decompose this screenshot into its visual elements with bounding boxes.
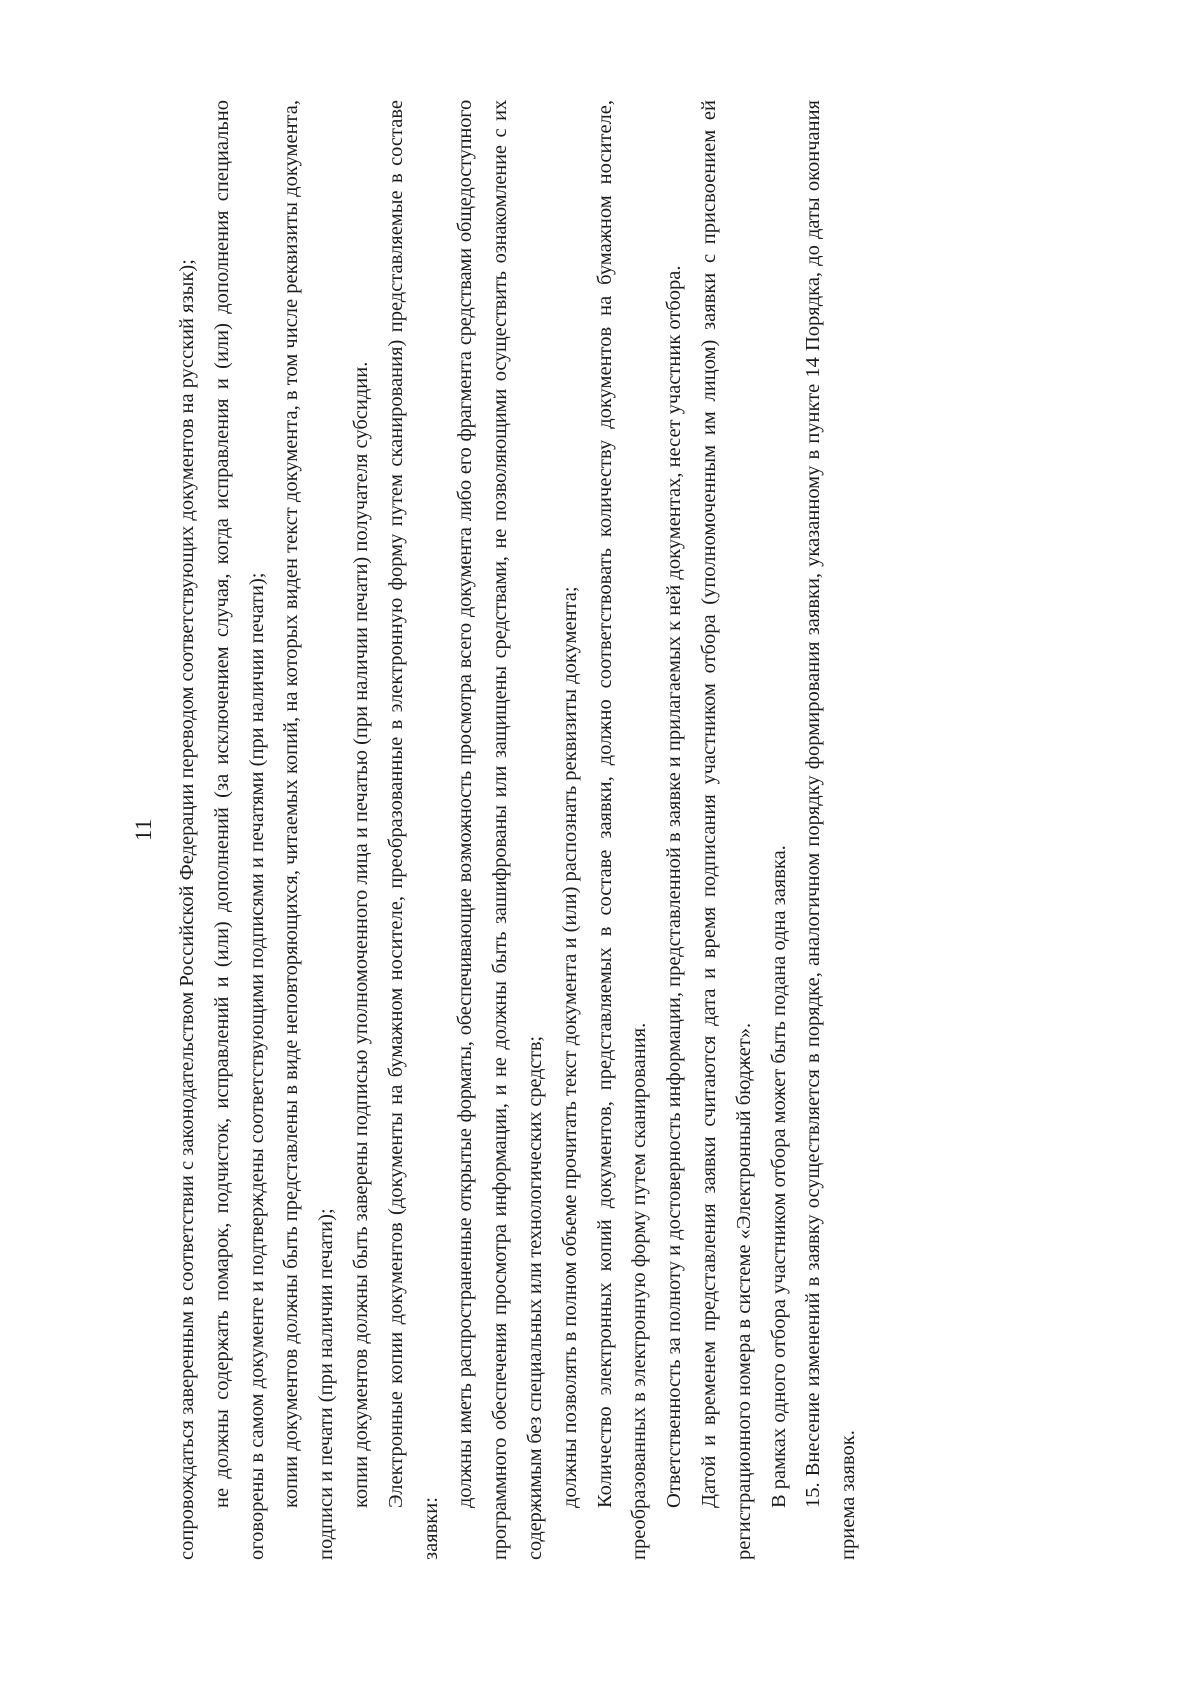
paragraph-submission-date: Датой и временем представления заявки считаются дата и время подписания участником отбора (уполномоченным им лицом) заявки с присвоением ей регистрационного номера в системе «Электронный бюджет».: [697, 100, 755, 1560]
paragraph-continuation-translation: сопровождаться заверенным в соответствии с законодательством Российской Федерации переводом соответствующих документов на русский язык);: [176, 259, 198, 1560]
paragraph-item-15: 15. Внесение изменений в заявку осуществляется в порядке, аналогичном порядку формирования заявки, указанному в пункте 14 Порядка, до даты окончания приема заявок.: [802, 100, 860, 1560]
paragraph-responsibility: Ответственность за полноту и достоверность информации, представленной в заявке и прилагаемых к ней документах, несет участник отбора.: [663, 265, 686, 1508]
page-number: 11: [131, 818, 156, 842]
document-body: [170, 100, 866, 1560]
paragraph-certified-copies: копии документов должны быть заверены подписью уполномоченного лица и печатью (при наличии печати) получателя субсидии.: [349, 361, 372, 1508]
paragraph-one-application: В рамках одного отбора участником отбора может быть подана одна заявка.: [767, 845, 790, 1508]
paragraph-readable-copies: копии документов должны быть представлены в виде неповторяющихся, читаемых копий, на которых виден текст документа, в том числе реквизиты документа, подписи и печати (при наличии печати);: [280, 100, 338, 1560]
paragraph-readable-text: должны позволять в полном объеме прочитать текст документа и (или) распознать реквизиты документа;: [558, 586, 581, 1508]
paragraph-electronic-copies: Электронные копии документов (документы на бумажном носителе, преобразованные в электронную форму путем сканирования) представляемые в составе заявки:: [384, 100, 442, 1560]
document-page: [130, 100, 1050, 1560]
paragraph-open-formats: должны иметь распространенные открытые форматы, обеспечивающие возможность просмотра всего документа либо его фрагмента средствами общедоступного программного обеспечения просмотра информации, и не должны быть зашифрованы или защищены средствами, не позволяющими осуществить ознакомление с их содержимым без специальных или технологических средств;: [454, 100, 546, 1560]
paragraph-no-corrections: не должны содержать помарок, подчисток, исправлений и (или) дополнений (за исключением случая, когда исправления и (или) дополнения специально оговорены в самом документе и подтверждены соответствующими подписями и печатями (при наличии печати);: [210, 100, 268, 1560]
paragraph-copy-count: Количество электронных копий документов, представляемых в составе заявки, должно соответствовать количеству документов на бумажном носителе, преобразованных в электронную форму путем сканирования.: [593, 100, 651, 1560]
